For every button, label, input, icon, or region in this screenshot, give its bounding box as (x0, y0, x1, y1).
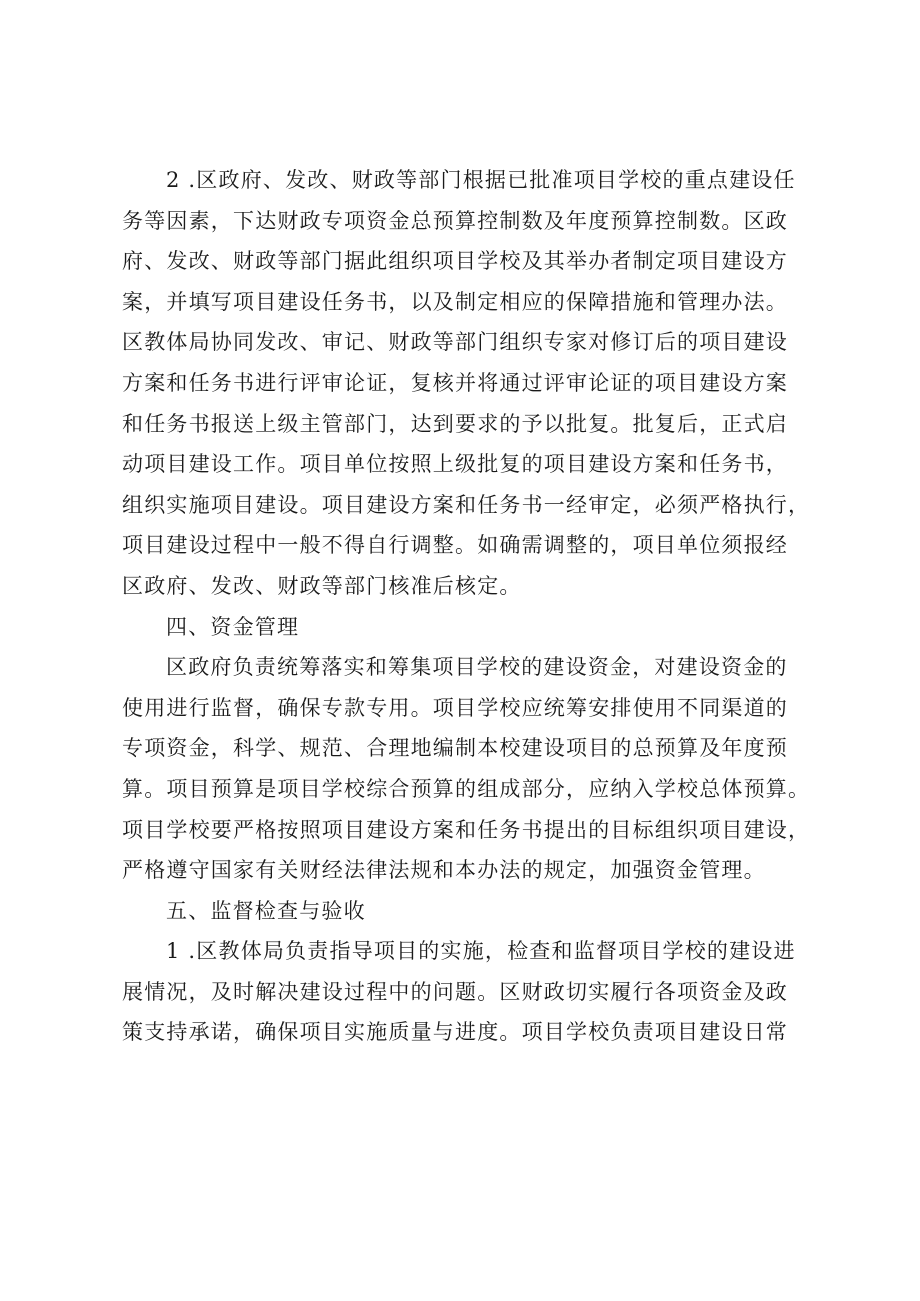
paragraph-2-line-1: 2 .区政府、发改、财政等部门根据已批准项目学校的重点建设任 (166, 168, 796, 192)
paragraph-2-line-9: 组织实施项目建设。项目建设方案和任务书一经审定，必须严格执行， (122, 492, 811, 517)
section-heading-funds: 四、资金管理 (166, 614, 300, 639)
document-body (122, 160, 822, 1053)
supervision-paragraph-line-3: 策支持承诺，确保项目实施质量与进度。项目学校负责项目建设日常 (122, 1020, 788, 1045)
funds-paragraph-line-5: 项目学校要严格按照项目建设方案和任务书提出的目标组织项目建设， (122, 817, 811, 842)
paragraph-2-line-4: 案，并填写项目建设任务书，以及制定相应的保障措施和管理办法。 (122, 289, 788, 314)
paragraph-2-line-5: 区教体局协同发改、审记、财政等部门组织专家对修订后的项目建设 (122, 330, 788, 355)
funds-paragraph-line-4: 算。项目预算是项目学校综合预算的组成部分，应纳入学校总体预算。 (122, 776, 811, 801)
funds-paragraph-line-1: 区政府负责统筹落实和筹集项目学校的建设资金，对建设资金的 (166, 655, 788, 680)
paragraph-2-line-10: 项目建设过程中一般不得自行调整。如确需调整的，项目单位须报经 (122, 533, 788, 558)
paragraph-2-line-6: 方案和任务书进行评审论证，复核并将通过评审论证的项目建设方案 (122, 370, 788, 395)
paragraph-2-line-11: 区政府、发改、财政等部门核准后核定。 (122, 573, 522, 598)
supervision-paragraph-line-2: 展情况，及时解决建设过程中的问题。区财政切实履行各项资金及政 (122, 979, 788, 1004)
paragraph-2-line-2: 务等因素，下达财政专项资金总预算控制数及年度预算控制数。区政 (122, 208, 788, 233)
paragraph-2-line-3: 府、发改、财政等部门据此组织项目学校及其举办者制定项目建设方 (122, 249, 788, 274)
supervision-paragraph-line-1: 1 .区教体局负责指导项目的实施，检查和监督项目学校的建设进 (166, 939, 796, 964)
paragraph-2-line-8: 动项目建设工作。项目单位按照上级批复的项目建设方案和任务书， (122, 452, 788, 477)
funds-paragraph-line-3: 专项资金，科学、规范、合理地编制本校建设项目的总预算及年度预 (122, 736, 788, 761)
funds-paragraph-line-6: 严格遵守国家有关财经法律法规和本办法的规定，加强资金管理。 (122, 858, 766, 883)
paragraph-2-line-7: 和任务书报送上级主管部门，达到要求的予以批复。批复后，正式启 (122, 411, 788, 436)
funds-paragraph-line-2: 使用进行监督，确保专款专用。项目学校应统筹安排使用不同渠道的 (122, 695, 788, 720)
section-heading-supervision: 五、监督检查与验收 (166, 898, 366, 923)
